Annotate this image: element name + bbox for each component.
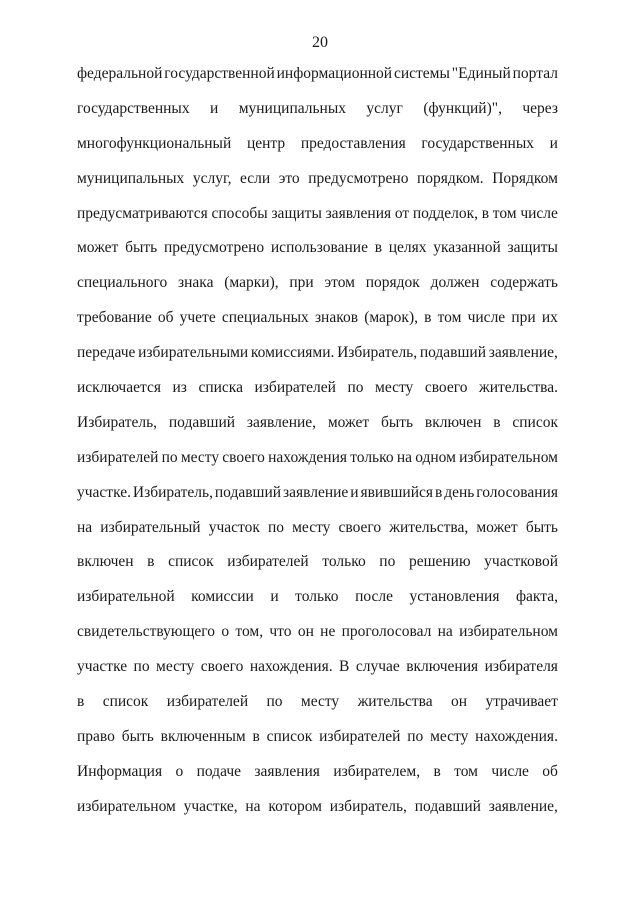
text-line: право быть включенным в список избирателей по месту нахождения. [77, 727, 558, 745]
text-line: на избирательный участок по месту своего жительства, может быть [77, 518, 558, 536]
text-line: муниципальных услуг, если это предусмотрено порядком. Порядком [77, 169, 558, 187]
text-line: Избиратель, подавший заявление, может быть включен в список [77, 413, 558, 431]
text-line: участке по месту своего нахождения. В случае включения избирателя [77, 658, 558, 676]
text-line: федеральной государственной информационной системы "Единый портал [77, 65, 558, 82]
text-line: включен в список избирателей только по решению участковой [77, 553, 558, 571]
text-line: требование об учете специальных знаков (марок), в том числе при их [77, 309, 558, 327]
text-line: Информация о подаче заявления избирателем, в том числе об [77, 762, 558, 780]
text-line: избирательном участке, на котором избиратель, подавший заявление, [77, 797, 558, 815]
text-line: свидетельствующего о том, что он не проголосовал на избирательном [77, 623, 558, 641]
text-line: избирателей по месту своего нахождения только на одном избирательном [77, 448, 558, 466]
text-line: специального знака (марки), при этом порядок должен содержать [77, 274, 558, 292]
text-line: исключается из списка избирателей по месту своего жительства. [77, 379, 558, 397]
text-line: участке. Избиратель, подавший заявление и явившийся в день голосования [77, 483, 558, 501]
text-line: может быть предусмотрено использование в целях указанной защиты [77, 239, 558, 257]
text-line: избирательной комиссии и только после установления факта, [77, 588, 558, 606]
text-line: государственных и муниципальных услуг (функций)", через [77, 99, 558, 117]
text-line: в список избирателей по месту жительства он утрачивает [77, 693, 558, 711]
text-line: передаче избирательными комиссиями. Избиратель, подавший заявление, [77, 344, 558, 362]
text-line: многофункциональный центр предоставления государственных и [77, 134, 558, 152]
page-number: 20 [312, 34, 328, 51]
document-body [77, 57, 558, 825]
text-line: предусматриваются способы защиты заявления от подделок, в том числе [77, 204, 558, 222]
